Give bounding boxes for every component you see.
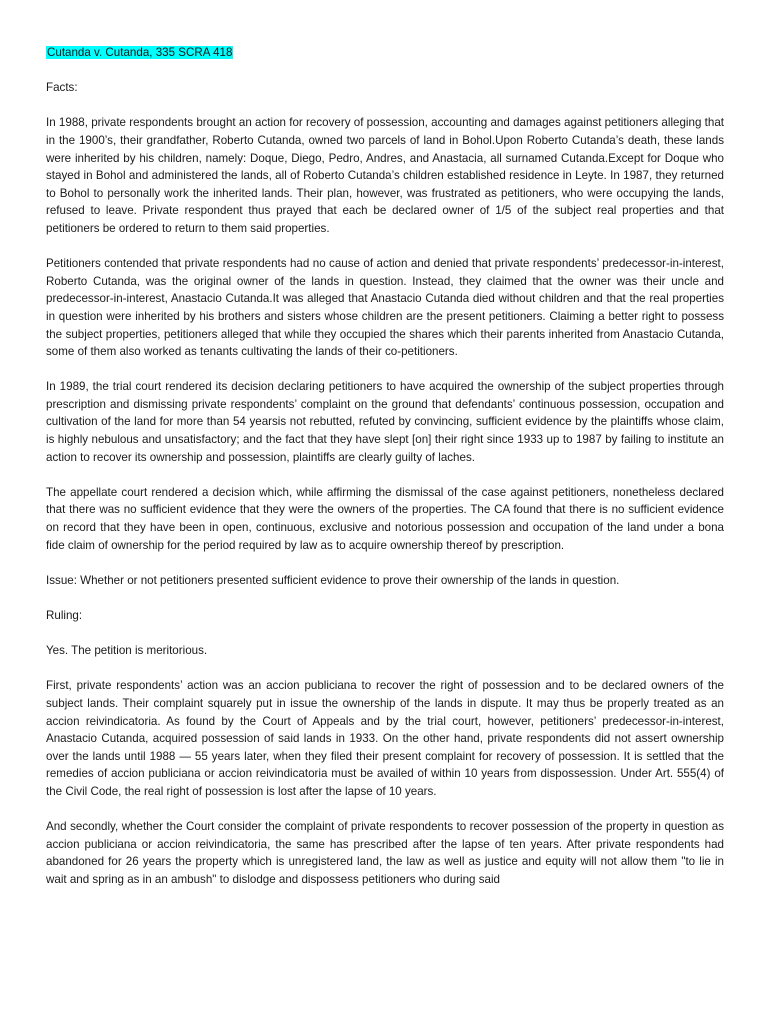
facts-heading: Facts: xyxy=(46,81,78,95)
issue-paragraph: Issue: Whether or not petitioners presented sufficient evidence to prove their ownership of the lands in question. xyxy=(46,573,620,587)
paragraph-facts-3: In 1989, the trial court rendered its decision declaring petitioners to have acquired the ownership of the subject properties through prescription and dismissing private respondents’ complaint on the ground that defendants’ continuous possession, occupation and cultivation of the land for more than 54 yearsis not rebutted, refuted by convincing, sufficient evidence by the plaintiffs whose claim, is highly nebulous and unsatisfactory; and the fact that they have slept [on] their right since 1933 up to 1987 by failing to institute an action to recover its ownership and possession, plaintiffs are clearly guilty of laches. xyxy=(46,380,724,464)
title-line xyxy=(46,44,724,62)
case-title: Cutanda v. Cutanda, 335 SCRA 418 xyxy=(47,46,233,59)
paragraph-facts-1: In 1988, private respondents brought an action for recovery of possession, accounting and damages against petitioners alleging that in the 1900’s, their grandfather, Roberto Cutanda, owned two parcels of land in Bohol.Upon Roberto Cutanda’s death, these lands were inherited by his children, namely: Doque, Diego, Pedro, Andres, and Anastacia, all surnamed Cutanda.Except for Doque who stayed in Bohol and administered the lands, all of Roberto Cutanda’s children established residence in Leyte. In 1987, they returned to Bohol to personally work the inherited lands. Their plan, however, was frustrated as petitioners, who were occupying the lands, refused to leave. Private respondent thus prayed that each be declared owner of 1/5 of the subject real properties and that petitioners be ordered to return to them said properties. xyxy=(46,116,724,235)
paragraph-ruling-3: And secondly, whether the Court consider the complaint of private respondents to recover possession of the property in question as accion publiciana or accion reivindicatoria, the same has prescribed after the lapse of ten years. After private respondents had abandoned for 26 years the property which is unregistered land, the law as well as justice and equity will not allow them "to lie in wait and spring as in an ambush" to dislodge and dispossess petitioners who during said xyxy=(46,820,724,886)
paragraph-ruling-1: Yes. The petition is meritorious. xyxy=(46,644,208,658)
paragraph-ruling-2: First, private respondents’ action was an accion publiciana to recover the right of possession and to be declared owners of the subject lands. Their complaint squarely put in issue the ownership of the lands in dispute. It may thus be properly treated as an accion reivindicatoria. As found by the Court of Appeals and by the trial court, however, petitioners’ predecessor-in-interest, Anastacio Cutanda, acquired possession of said lands in 1933. On the other hand, private respondents did not assert ownership over the lands until 1988 — 55 years later, when they filed their present complaint for recovery of possession. It is settled that the remedies of accion publiciana or accion reivindicatoria must be availed of within 10 years from dispossession. Under Art. 555(4) of the Civil Code, the real right of possession is lost after the lapse of 10 years. xyxy=(46,679,724,798)
paragraph-facts-4: The appellate court rendered a decision which, while affirming the dismissal of the case against petitioners, nonetheless declared that there was no sufficient evidence that they were the owners of the properties. The CA found that there is no sufficient evidence on record that they have been in open, continuous, exclusive and notorious possession and occupation of the land under a bona fide claim of ownership for the period required by law as to acquire ownership thereof by prescription. xyxy=(46,485,724,552)
document-page xyxy=(46,44,724,906)
paragraph-facts-2: Petitioners contended that private respondents had no cause of action and denied that private respondents’ predecessor-in-interest, Roberto Cutanda, was the original owner of the lands in question. Instead, they claimed that the owner was their uncle and predecessor-in-interest, Anastacio Cutanda.It was alleged that Anastacio Cutanda died without children and that the real properties in question were inherited by his brothers and sisters whose children are the present petitioners. Claiming a better right to possess the subject properties, petitioners alleged that while they occupied the shares which their parents inherited from Anastacio Cutanda, some of them also worked as tenants cultivating the lands of their co-petitioners. xyxy=(46,257,724,359)
ruling-heading: Ruling: xyxy=(46,609,83,622)
